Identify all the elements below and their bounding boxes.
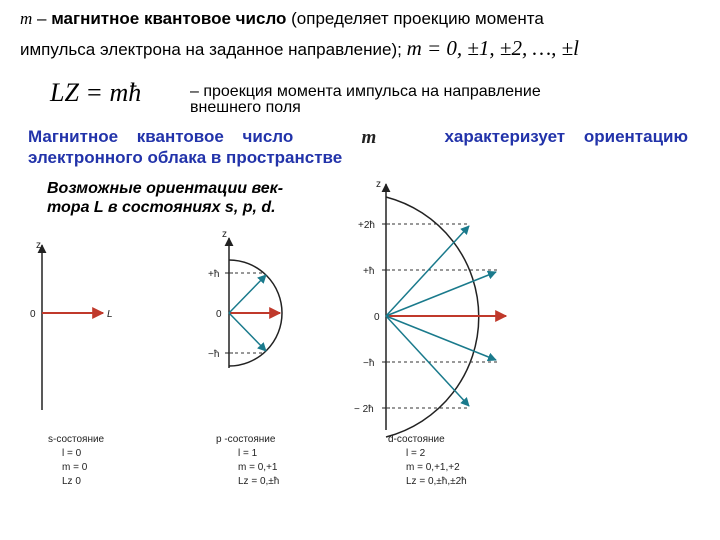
d-tick-minus1: −ħ (363, 358, 375, 369)
s-vector-label: L (107, 309, 113, 320)
d-vector-m-minus1 (386, 316, 496, 360)
p-tick-plus: +ħ (208, 269, 220, 280)
statement-part2: характеризует ориентацию (444, 127, 688, 146)
p-tick-minus: −ħ (208, 349, 220, 360)
term-magnetic-quantum-number: магнитное квантовое число (51, 9, 287, 28)
d-state-diagram (354, 179, 506, 487)
formula-desc-line1: – проекция момента импульса на направление (190, 83, 541, 100)
orientations-line1: Возможные ориентации век- (47, 180, 284, 197)
p-tick-zero: 0 (216, 309, 222, 320)
s-caption-3: Lz 0 (62, 476, 81, 487)
formula-desc-line2: внешнего поля (190, 99, 301, 116)
s-zero-label: 0 (30, 309, 36, 320)
p-state-diagram (208, 229, 282, 487)
definition-part1: (определяет проекцию момента (286, 9, 544, 28)
symbol-m: m (20, 9, 33, 28)
orientations-line2: тора L в состояниях s, p, d. (47, 199, 276, 216)
d-vector-m-plus1 (386, 272, 496, 316)
s-state-diagram (30, 240, 113, 487)
statement-line-2: электронного облака в пространстве (28, 148, 343, 167)
statement-symbol-m: m (361, 127, 377, 148)
d-tick-plus1: +ħ (363, 266, 375, 277)
s-caption-0: s-состояние (48, 434, 105, 445)
s-z-label: z (36, 240, 41, 251)
p-vector-m-plus1 (229, 275, 266, 313)
p-vector-m-minus1 (229, 313, 266, 351)
p-caption-3: Lz = 0,±ħ (238, 476, 280, 487)
m-values: m = 0, ±1, ±2, …, ±l (406, 36, 579, 60)
d-tick-minus2: − 2ħ (354, 404, 374, 415)
p-caption-1: l = 1 (238, 448, 258, 459)
d-vector-m-minus2 (386, 316, 469, 406)
s-caption-2: m = 0 (62, 462, 88, 473)
d-tick-plus2: +2ħ (358, 220, 375, 231)
s-caption-1: l = 0 (62, 448, 82, 459)
d-caption-0: d-состояние (388, 434, 445, 445)
d-caption-3: Lz = 0,±ħ,±2ħ (406, 476, 467, 487)
d-vector-m-plus2 (386, 226, 469, 316)
d-tick-zero: 0 (374, 312, 380, 323)
dash: – (32, 9, 52, 28)
p-z-label: z (222, 229, 227, 240)
p-caption-0: p -состояние (216, 434, 276, 445)
d-caption-1: l = 2 (406, 448, 426, 459)
p-caption-2: m = 0,+1 (238, 462, 278, 473)
d-z-label: z (376, 179, 381, 190)
formula-lz: LZ = mħ (50, 78, 142, 107)
d-caption-2: m = 0,+1,+2 (406, 462, 460, 473)
statement-part1: Магнитное квантовое число (28, 127, 294, 146)
definition-part2: импульса электрона на заданное направление); (20, 40, 402, 59)
